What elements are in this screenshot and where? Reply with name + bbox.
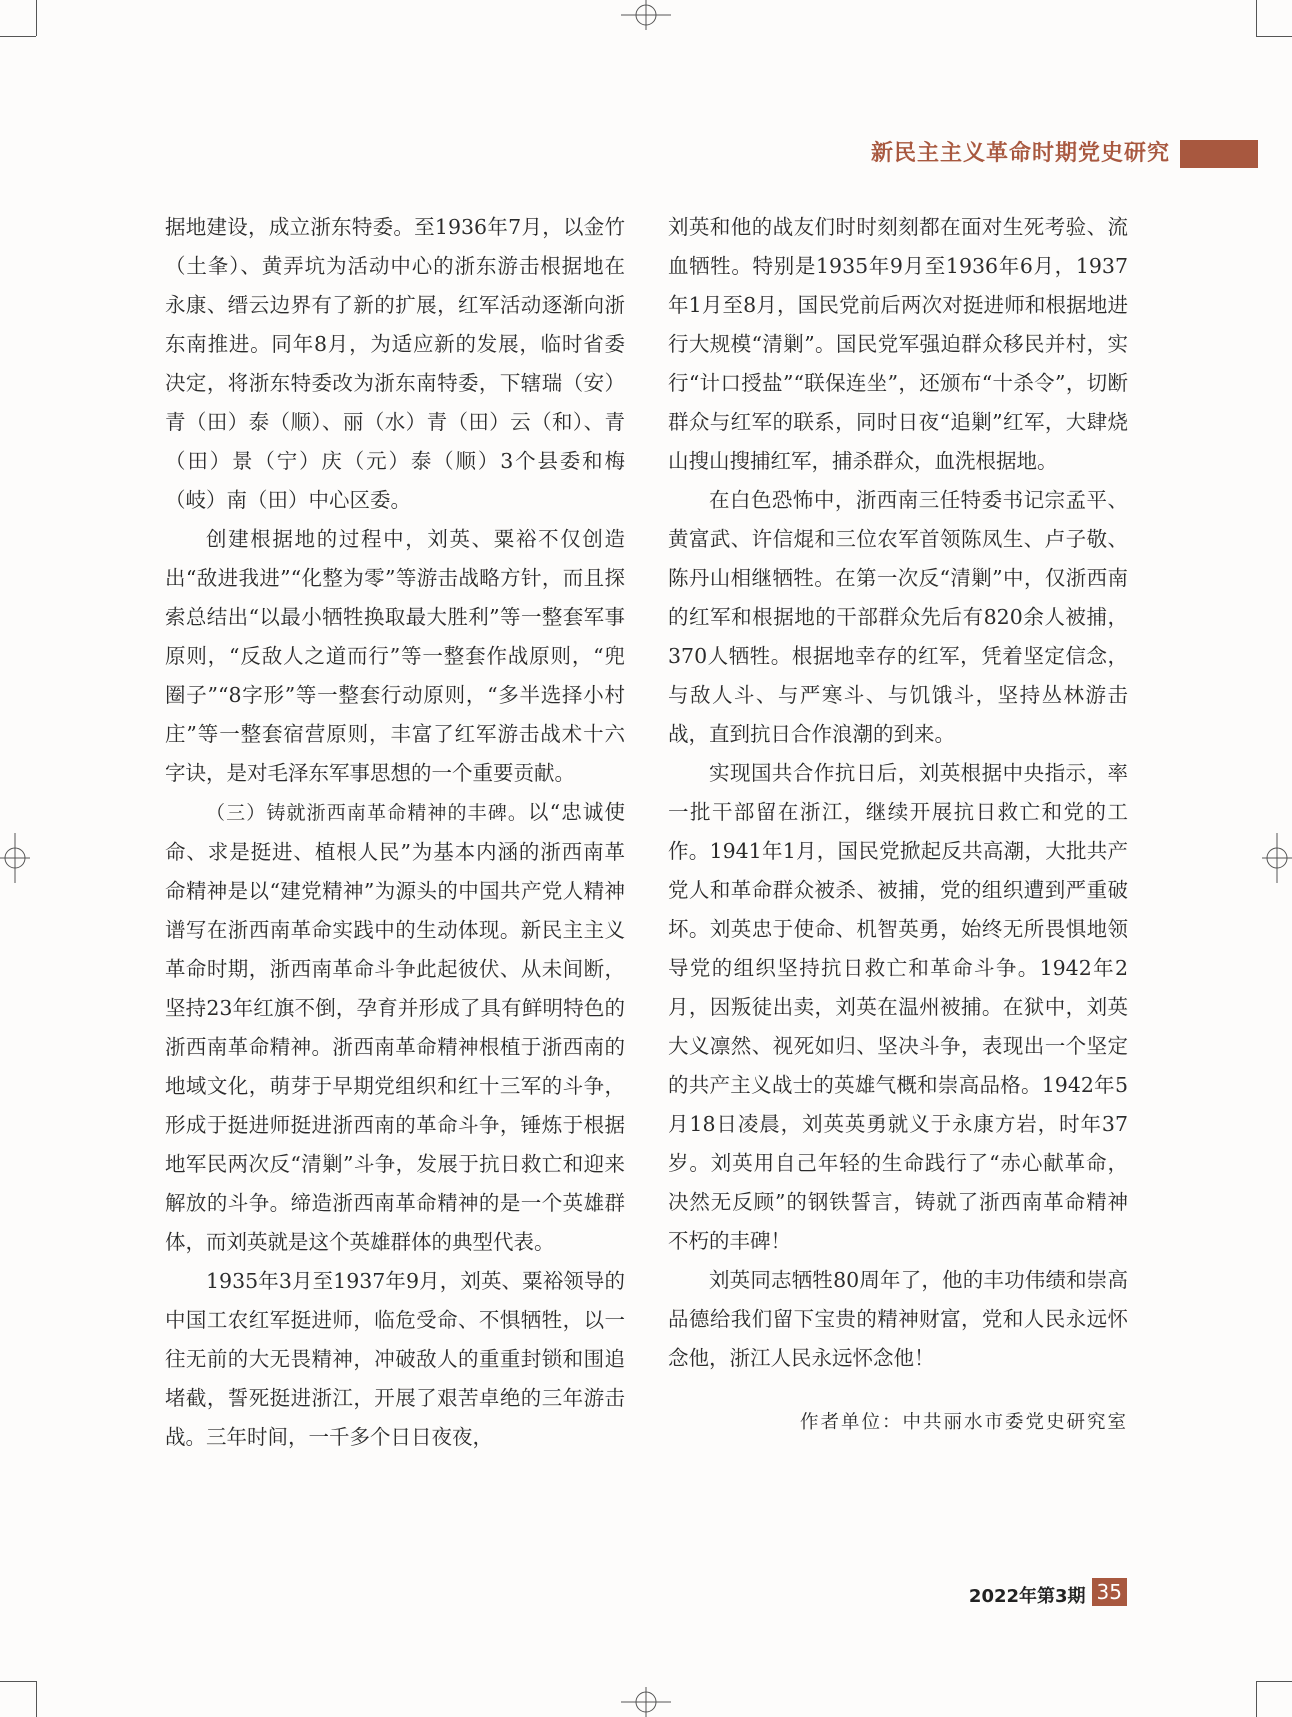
issue-label: 2022年第3期 (968, 1586, 1086, 1607)
page-number: 35 (1092, 1578, 1127, 1606)
crop-mark (36, 1681, 37, 1717)
crop-mark (1256, 0, 1257, 36)
paragraph: 创建根据地的过程中，刘英、粟裕不仅创造出“敌进我进”“化整为零”等游击战略方针，而且探索总结出“以最小牺牲换取最大胜利”等一整套军事原则，“反敌人之道而行”等一整套作战原则，“兜圈子”“8字形”等一整套行动原则，“多半选择小村庄”等一整套宿营原则，丰富了红军游击战术十六字诀，是对毛泽东军事思想的一个重要贡献。 (165, 527, 625, 785)
crop-mark (1256, 1681, 1257, 1717)
registration-mark-icon (0, 833, 30, 883)
paragraph: 刘英同志牺牲80周年了，他的丰功伟绩和崇高品德给我们留下宝贵的精神财富，党和人民永远怀念他，浙江人民永远怀念他！ (668, 1268, 1128, 1370)
crop-mark (1256, 36, 1292, 37)
crop-mark (0, 36, 36, 37)
section-title: 新民主主义革命时期党史研究 (870, 141, 1170, 166)
paragraph: 1935年3月至1937年9月，刘英、粟裕领导的中国工农红军挺进师，临危受命、不惧牺牲，以一往无前的大无畏精神，冲破敌人的重重封锁和围追堵截，誓死挺进浙江，开展了艰苦卓绝的三年游击战。三年时间，一千多个日日夜夜， (165, 1269, 625, 1449)
author-affiliation: 作者单位：中共丽水市委党史研究室 (799, 1412, 1128, 1433)
right-column (668, 208, 1128, 1442)
page-footer (969, 1578, 1127, 1606)
paragraph: 刘英和他的战友们时时刻刻都在面对生死考验、流血牺牲。特别是1935年9月至1936年6月，1937年1月至8月，国民党前后两次对挺进师和根据地进行大规模“清剿”。国民党军强迫群众移民并村，实行“计口授盐”“联保连坐”，还颁布“十杀令”，切断群众与红军的联系，同时日夜“追剿”红军，大肆烧山搜山搜捕红军，捕杀群众，血洗根据地。 (668, 215, 1128, 473)
paragraph (165, 793, 625, 1262)
running-header (0, 138, 1292, 170)
left-column (165, 208, 625, 1457)
crop-mark (0, 1681, 36, 1682)
registration-mark-icon (1262, 833, 1292, 883)
subheading: （三）铸就浙西南革命精神的丰碑。 (206, 802, 529, 824)
registration-mark-icon (621, 0, 671, 30)
crop-mark (1256, 1681, 1292, 1682)
registration-mark-icon (621, 1687, 671, 1717)
paragraph: 实现国共合作抗日后，刘英根据中央指示，率一批干部留在浙江，继续开展抗日救亡和党的工作。1941年1月，国民党掀起反共高潮，大批共产党人和革命群众被杀、被捕，党的组织遭到严重破坏。刘英忠于使命、机智英勇，始终无所畏惧地领导党的组织坚持抗日救亡和革命斗争。1942年2月，因叛徒出卖，刘英在温州被捕。在狱中，刘英大义凛然、视死如归、坚决斗争，表现出一个坚定的共产主义战士的英雄气概和崇高品格。1942年5月18日凌晨，刘英英勇就义于永康方岩，时年37岁。刘英用自己年轻的生命践行了“赤心献革命，决然无反顾”的钢铁誓言，铸就了浙西南革命精神不朽的丰碑！ (668, 761, 1128, 1253)
paragraph-text: 以“忠诚使命、求是挺进、植根人民”为基本内涵的浙西南革命精神是以“建党精神”为源头的中国共产党人精神谱写在浙西南革命实践中的生动体现。新民主主义革命时期，浙西南革命斗争此起彼伏、从未间断，坚持23年红旗不倒，孕育并形成了具有鲜明特色的浙西南革命精神。浙西南革命精神根植于浙西南的地域文化，萌芽于早期党组织和红十三军的斗争，形成于挺进师挺进浙西南的革命斗争，锤炼于根据地军民两次反“清剿”斗争，发展于抗日救亡和迎来解放的斗争。缔造浙西南革命精神的是一个英雄群体，而刘英就是这个英雄群体的典型代表。 (165, 800, 625, 1254)
crop-mark (36, 0, 37, 36)
header-accent-bar (1180, 140, 1258, 168)
paragraph: 据地建设，成立浙东特委。至1936年7月，以金竹（土夆）、黄弄坑为活动中心的浙东游击根据地在永康、缙云边界有了新的扩展，红军活动逐渐向浙东南推进。同年8月，为适应新的发展，临时省委决定，将浙东特委改为浙东南特委，下辖瑞（安）青（田）泰（顺）、丽（水）青（田）云（和）、青（田）景（宁）庆（元）泰（顺）3个县委和梅（岐）南（田）中心区委。 (165, 215, 625, 512)
paragraph: 在白色恐怖中，浙西南三任特委书记宗孟平、黄富武、许信焜和三位农军首领陈凤生、卢子敬、陈丹山相继牺牲。在第一次反“清剿”中，仅浙西南的红军和根据地的干部群众先后有820余人被捕，370人牺牲。根据地幸存的红军，凭着坚定信念，与敌人斗、与严寒斗、与饥饿斗，坚持丛林游击战，直到抗日合作浪潮的到来。 (668, 488, 1128, 746)
